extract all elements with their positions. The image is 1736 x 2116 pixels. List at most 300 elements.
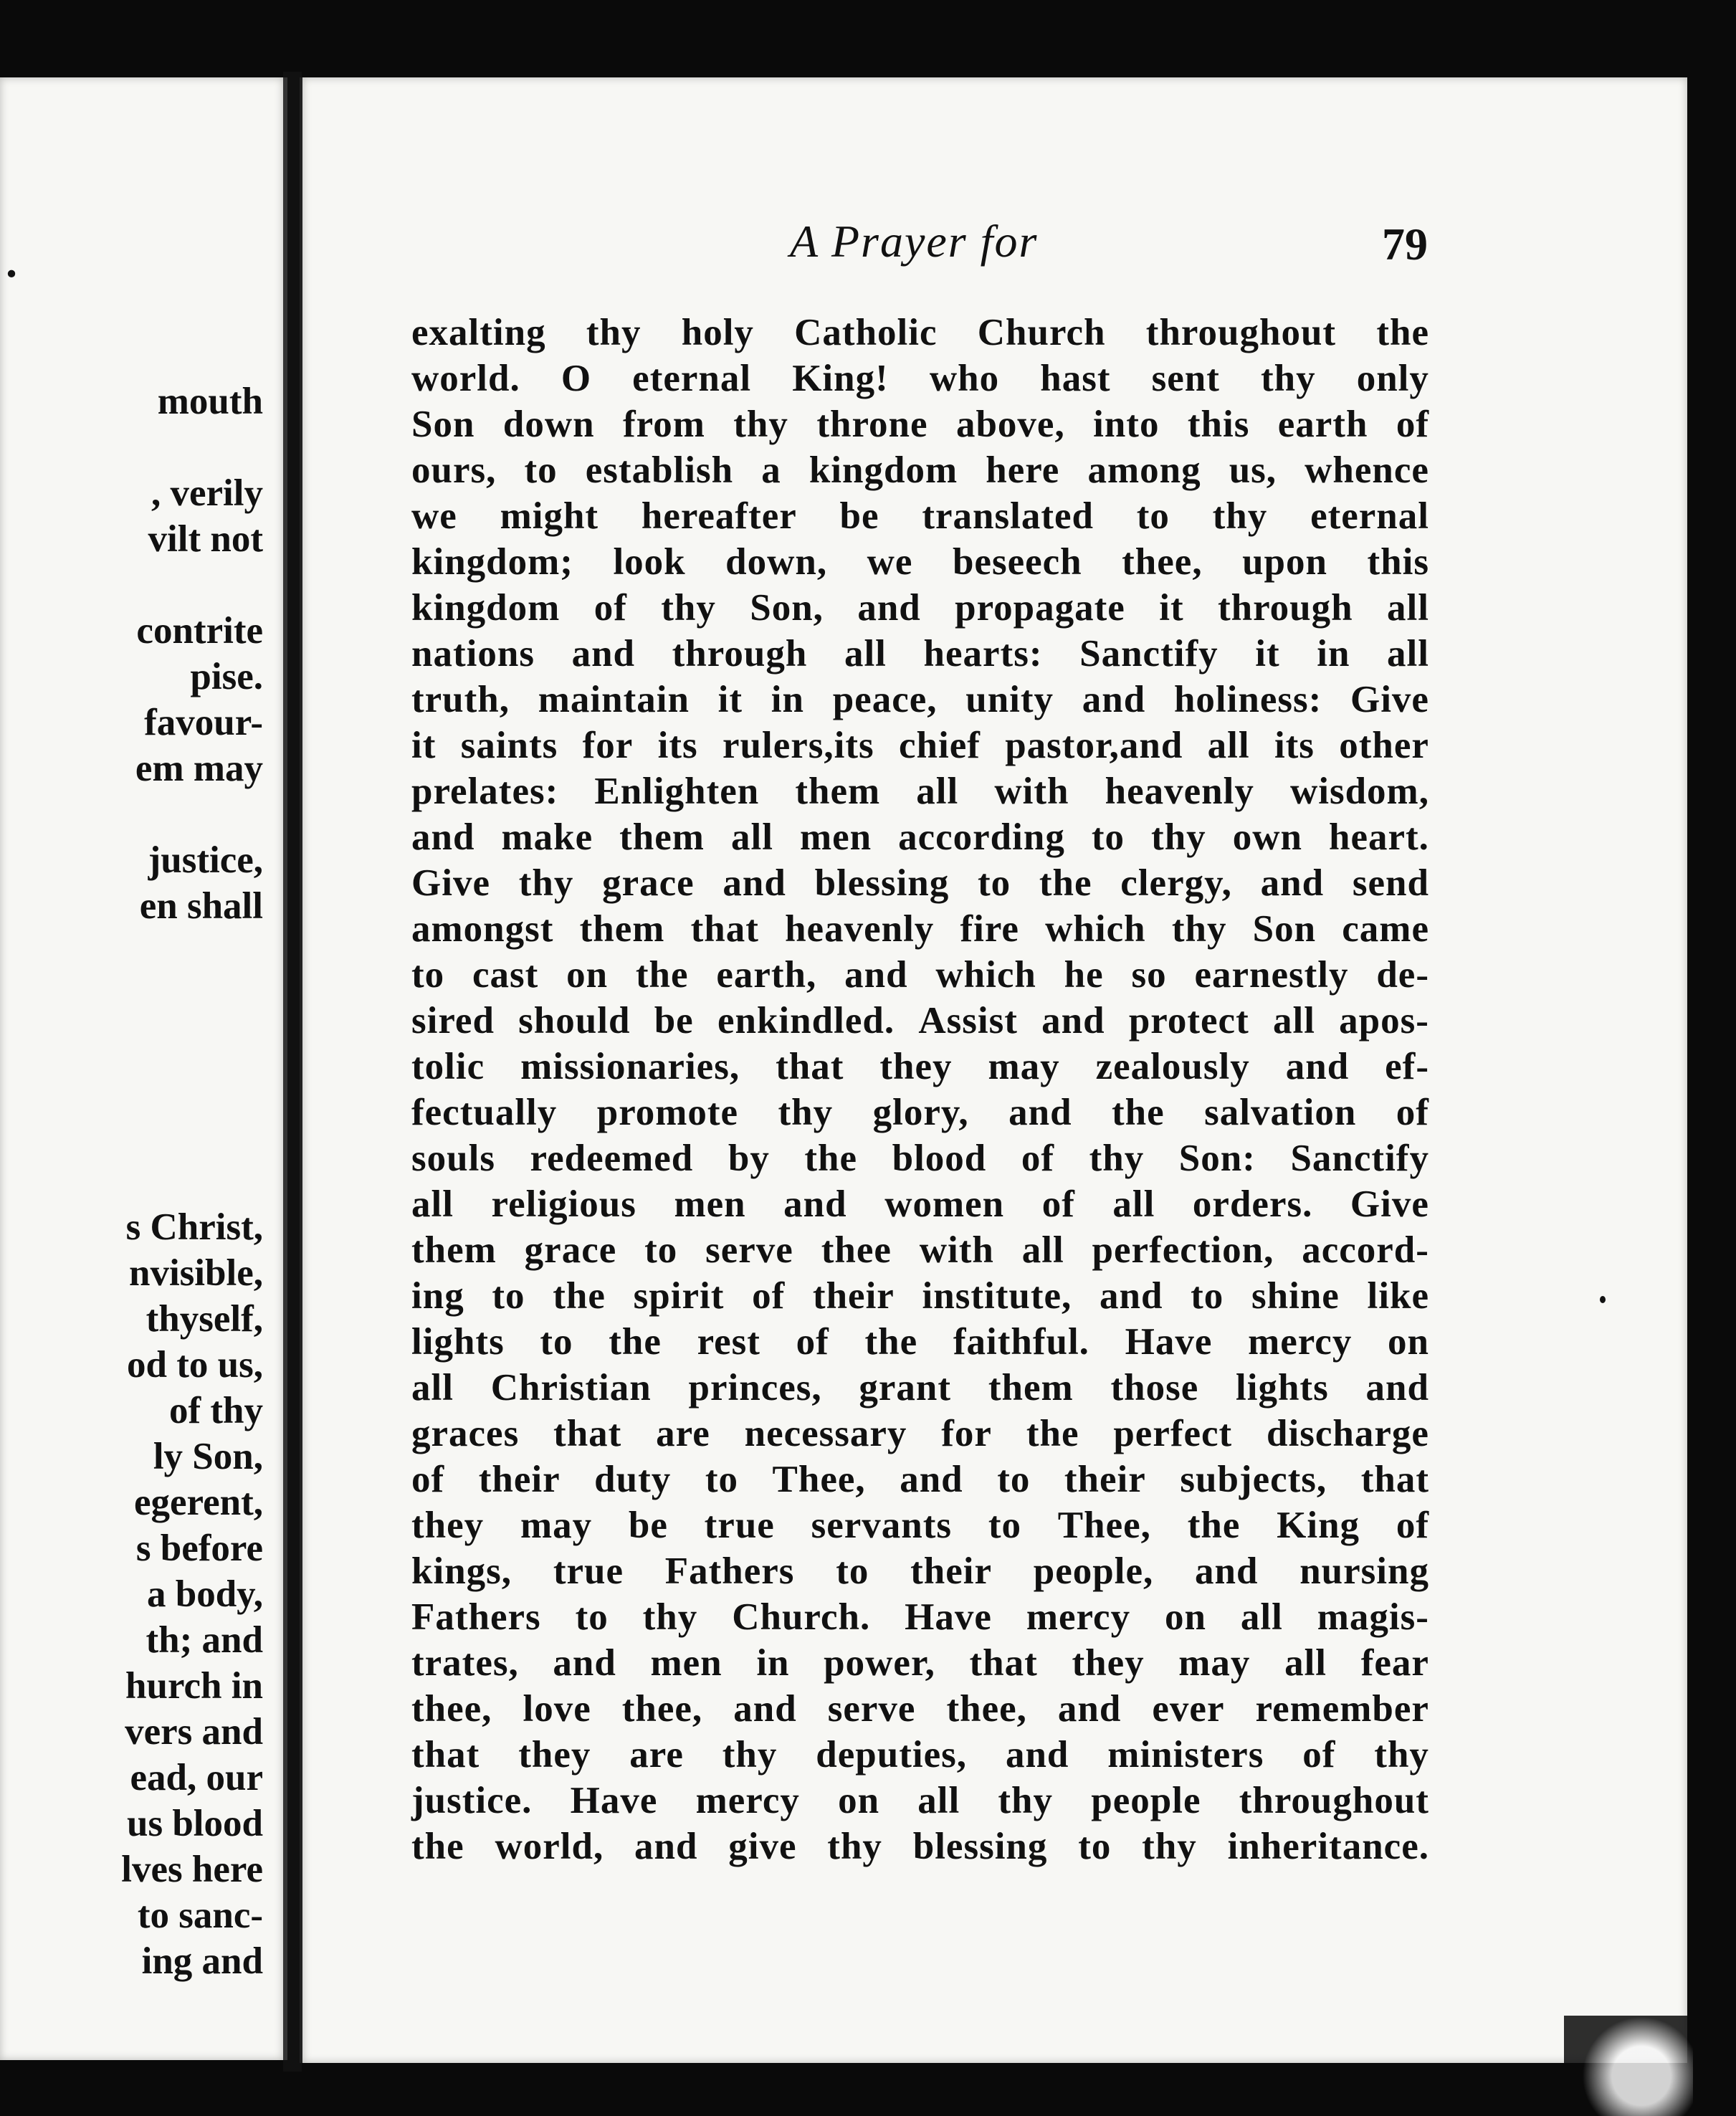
word: Thee,	[1057, 1505, 1151, 1546]
word: its	[1274, 725, 1315, 766]
left-text-line: od to us,	[127, 1344, 263, 1386]
word: above,	[955, 404, 1065, 445]
word: down	[502, 404, 595, 445]
word: the	[635, 954, 689, 996]
word: for	[582, 725, 634, 766]
text-line	[411, 539, 1429, 585]
word: all	[1240, 1596, 1283, 1638]
word: with	[994, 771, 1069, 812]
word: and	[783, 1183, 847, 1225]
word: all	[411, 1183, 454, 1225]
word: and	[634, 1826, 698, 1867]
word: fectually	[411, 1092, 558, 1133]
word: protect	[1128, 1000, 1249, 1042]
text-line	[411, 952, 1429, 998]
word: should	[518, 1000, 631, 1042]
text-line	[411, 356, 1429, 401]
word: all	[1387, 633, 1429, 675]
word: kings,	[411, 1550, 512, 1592]
left-text-line	[121, 1021, 263, 1067]
word: thy	[518, 862, 574, 904]
word: holiness:	[1173, 679, 1322, 720]
word: sired	[411, 1000, 495, 1042]
word: King!	[792, 358, 889, 399]
word: thy	[586, 312, 642, 353]
word: of	[752, 1275, 786, 1317]
text-line	[411, 1319, 1429, 1365]
word: all	[844, 633, 887, 675]
word: the	[804, 1138, 858, 1179]
running-head-title: A Prayer for	[790, 216, 1039, 267]
word: Son,	[750, 587, 824, 629]
text-line	[411, 585, 1429, 631]
text-line	[411, 310, 1429, 356]
word: accord-	[1302, 1229, 1429, 1271]
word: eternal	[1310, 495, 1429, 537]
word: men	[674, 1183, 746, 1225]
word: mercy	[1026, 1596, 1131, 1638]
word: King	[1277, 1505, 1360, 1546]
word: of	[1021, 1138, 1055, 1179]
word: Have	[570, 1780, 658, 1821]
word: we	[411, 495, 457, 537]
left-text-line	[121, 424, 263, 470]
word: that	[411, 1734, 480, 1776]
word: saints	[460, 725, 558, 766]
word: to	[575, 1596, 609, 1638]
left-text-line	[121, 791, 263, 837]
text-line	[411, 1227, 1429, 1273]
word: beseech	[952, 541, 1082, 583]
word: throughout	[1239, 1780, 1429, 1821]
word: them	[411, 1229, 497, 1271]
word: heart.	[1328, 816, 1429, 858]
word: grant	[859, 1367, 952, 1409]
word: thy	[998, 1780, 1054, 1821]
word: they	[518, 1734, 591, 1776]
word: this	[1367, 541, 1429, 583]
left-text-line: ly Son,	[153, 1436, 263, 1477]
word: Sanctify	[1290, 1138, 1429, 1179]
word: missionaries,	[520, 1046, 740, 1087]
left-page-text	[121, 378, 263, 1984]
text-line	[411, 1457, 1429, 1502]
word: salvation	[1204, 1092, 1357, 1133]
left-text-line: nvisible,	[128, 1252, 263, 1294]
word: may	[520, 1505, 593, 1546]
word: the	[1376, 312, 1429, 353]
word: it	[1255, 633, 1280, 675]
word: thy	[1171, 908, 1227, 950]
left-text-line	[121, 1067, 263, 1112]
word: on	[838, 1780, 880, 1821]
body-text	[411, 310, 1429, 1869]
word: might	[500, 495, 599, 537]
text-line	[411, 906, 1429, 952]
word: Give	[1350, 1183, 1429, 1225]
word: amongst	[411, 908, 554, 950]
word: that	[776, 1046, 844, 1087]
word: of	[1396, 404, 1429, 445]
word: men	[799, 816, 872, 858]
word: unity	[965, 679, 1054, 720]
word: people,	[1033, 1550, 1154, 1592]
left-text-line: pise.	[190, 656, 263, 697]
word: into	[1093, 404, 1160, 445]
word: de-	[1376, 954, 1429, 996]
word: Have	[905, 1596, 992, 1638]
word: Have	[1125, 1321, 1213, 1363]
left-text-line: ead, our	[130, 1757, 263, 1798]
word: inheritance.	[1227, 1826, 1429, 1867]
word: to	[705, 1459, 738, 1500]
word: of	[593, 587, 627, 629]
word: thy	[1374, 1734, 1429, 1776]
word: thy	[1260, 358, 1316, 399]
word: justice.	[411, 1780, 533, 1821]
word: blessing	[814, 862, 950, 904]
word: make	[501, 816, 593, 858]
word: all	[1021, 1229, 1064, 1271]
word: to	[997, 1459, 1031, 1500]
word: maintain	[538, 679, 690, 720]
left-text-line: to sanc-	[137, 1895, 263, 1936]
word: Assist	[918, 1000, 1018, 1042]
word: this	[1187, 404, 1250, 445]
word: propagate	[955, 587, 1125, 629]
word: ours,	[411, 449, 497, 491]
left-text-line: em may	[135, 748, 263, 789]
word: whence	[1305, 449, 1429, 491]
scan-speck	[1600, 1296, 1606, 1303]
word: be	[628, 1505, 668, 1546]
word: hearts:	[923, 633, 1043, 675]
word: thy	[827, 1826, 882, 1867]
word: trates,	[411, 1642, 519, 1684]
word: the	[1112, 1092, 1165, 1133]
word: translated	[922, 495, 1094, 537]
word: ever	[1152, 1688, 1225, 1730]
word: true	[553, 1550, 624, 1592]
word: remember	[1255, 1688, 1429, 1730]
word: faithful.	[953, 1321, 1089, 1363]
word: blessing	[912, 1826, 1048, 1867]
word: and	[1041, 1000, 1105, 1042]
scan-edge-artifact	[1564, 2016, 1693, 2116]
word: tolic	[411, 1046, 485, 1087]
word: and	[1005, 1734, 1069, 1776]
word: pastor,and	[1005, 725, 1183, 766]
text-line	[411, 1135, 1429, 1181]
word: thy	[778, 1092, 834, 1133]
word: nations	[411, 633, 535, 675]
word: serve	[827, 1688, 916, 1730]
word: Sanctify	[1079, 633, 1218, 675]
word: thee,	[411, 1688, 492, 1730]
left-page	[0, 77, 287, 2060]
word: down,	[725, 541, 828, 583]
word: the	[1026, 1413, 1079, 1454]
word: it	[411, 725, 437, 766]
word: be	[654, 1000, 694, 1042]
text-line	[411, 1824, 1429, 1869]
word: a	[761, 449, 781, 491]
word: them	[619, 816, 705, 858]
word: to	[492, 1275, 525, 1317]
word: be	[839, 495, 879, 537]
text-line	[411, 768, 1429, 814]
word: who	[929, 358, 1000, 399]
left-page-mark: .	[6, 236, 17, 287]
word: of	[1396, 1505, 1429, 1546]
word: according	[898, 816, 1065, 858]
word: us,	[1229, 449, 1277, 491]
word: to	[540, 1321, 573, 1363]
word: mercy	[1248, 1321, 1353, 1363]
word: lights	[411, 1321, 505, 1363]
word: that	[1360, 1459, 1429, 1500]
word: to	[978, 862, 1011, 904]
word: and	[1057, 1688, 1122, 1730]
word: them	[988, 1367, 1074, 1409]
word: thy	[1142, 1826, 1197, 1867]
word: and	[1194, 1550, 1259, 1592]
left-text-line: egerent,	[133, 1482, 263, 1523]
word: discharge	[1267, 1413, 1429, 1454]
word: kingdom	[809, 449, 958, 491]
word: to	[644, 1229, 678, 1271]
word: and	[1260, 862, 1325, 904]
word: from	[623, 404, 705, 445]
word: kingdom;	[411, 541, 573, 583]
word: may	[1178, 1642, 1251, 1684]
word: lights	[1236, 1367, 1329, 1409]
word: other	[1339, 725, 1429, 766]
text-line	[411, 1044, 1429, 1090]
word: graces	[411, 1413, 520, 1454]
word: all	[1272, 1000, 1315, 1042]
word: Son:	[1178, 1138, 1256, 1179]
text-line	[411, 723, 1429, 768]
word: all	[411, 1367, 454, 1409]
word: to	[1136, 495, 1170, 537]
word: they	[411, 1505, 485, 1546]
word: promote	[596, 1092, 739, 1133]
word: and	[900, 1459, 963, 1500]
word: on	[1164, 1596, 1206, 1638]
left-text-line: justice,	[148, 839, 263, 881]
word: thy	[642, 1596, 698, 1638]
word: and	[1008, 1092, 1072, 1133]
word: their	[1064, 1459, 1146, 1500]
word: O	[561, 358, 592, 399]
text-line	[411, 631, 1429, 677]
word: fire	[960, 908, 1019, 950]
word: them	[579, 908, 665, 950]
word: hast	[1040, 358, 1111, 399]
word: and	[571, 633, 636, 675]
word: which	[1045, 908, 1146, 950]
word: grace	[602, 862, 695, 904]
word: through	[672, 633, 808, 675]
word: eternal	[632, 358, 752, 399]
word: and	[553, 1642, 616, 1684]
word: of	[796, 1321, 829, 1363]
word: are	[629, 1734, 684, 1776]
word: princes,	[688, 1367, 822, 1409]
word: and	[857, 587, 921, 629]
word: enkindled.	[717, 1000, 895, 1042]
word: Fathers	[664, 1550, 795, 1592]
word: are	[656, 1413, 710, 1454]
word: they	[879, 1046, 953, 1087]
left-text-line: en shall	[139, 885, 263, 927]
word: Give	[1350, 679, 1429, 720]
word: peace,	[832, 679, 938, 720]
word: Thee,	[772, 1459, 866, 1500]
word: serve	[705, 1229, 793, 1271]
word: thee	[821, 1229, 892, 1271]
word: the	[864, 1321, 918, 1363]
word: thee,	[946, 1688, 1027, 1730]
word: to	[1091, 816, 1125, 858]
left-text-line: hurch in	[125, 1665, 263, 1707]
text-line	[411, 1365, 1429, 1411]
word: kingdom	[411, 587, 561, 629]
word: ef-	[1385, 1046, 1429, 1087]
word: duty	[594, 1459, 672, 1500]
word: came	[1342, 908, 1429, 950]
word: thy	[1089, 1138, 1145, 1179]
word: orders.	[1192, 1183, 1313, 1225]
text-line	[411, 1778, 1429, 1824]
word: upon	[1242, 541, 1328, 583]
text-line	[411, 1548, 1429, 1594]
left-text-line: a body,	[146, 1573, 263, 1615]
word: all	[916, 771, 959, 812]
left-text-line: , verily	[151, 472, 263, 514]
word: in	[771, 679, 804, 720]
word: chief	[898, 725, 981, 766]
word: Son	[1252, 908, 1317, 950]
word: wisdom,	[1289, 771, 1429, 812]
word: the	[411, 1826, 464, 1867]
word: here	[986, 449, 1060, 491]
word: magis-	[1317, 1596, 1429, 1638]
word: redeemed	[530, 1138, 694, 1179]
word: fear	[1360, 1642, 1429, 1684]
word: souls	[411, 1138, 495, 1179]
word: subjects,	[1180, 1459, 1327, 1500]
word: shine	[1251, 1275, 1340, 1317]
word: thee,	[621, 1688, 703, 1730]
word: Give	[411, 862, 490, 904]
word: thy	[661, 587, 716, 629]
word: grace	[524, 1229, 617, 1271]
word: servants	[811, 1505, 953, 1546]
word: holy	[681, 312, 754, 353]
word: like	[1367, 1275, 1429, 1317]
word: we	[867, 541, 913, 583]
word: people	[1091, 1780, 1201, 1821]
word: their	[910, 1550, 992, 1592]
word: it	[717, 679, 743, 720]
word: blood	[892, 1138, 987, 1179]
word: all	[1112, 1183, 1155, 1225]
word: necessary	[744, 1413, 907, 1454]
word: and	[1365, 1367, 1429, 1409]
word: cast	[472, 954, 539, 996]
word: thy	[722, 1734, 778, 1776]
word: prelates:	[411, 771, 559, 812]
word: among	[1087, 449, 1201, 491]
word: rulers,its	[722, 725, 874, 766]
word: for	[941, 1413, 992, 1454]
word: on	[566, 954, 609, 996]
word: Son	[411, 404, 475, 445]
word: Christian	[490, 1367, 652, 1409]
word: it	[1159, 587, 1184, 629]
left-text-line	[121, 929, 263, 975]
text-line	[411, 1640, 1429, 1686]
word: with	[919, 1229, 994, 1271]
word: to	[1191, 1275, 1224, 1317]
word: through	[1217, 587, 1353, 629]
word: so	[1131, 954, 1167, 996]
word: by	[728, 1138, 770, 1179]
word: world,	[495, 1826, 604, 1867]
word: all	[917, 1780, 960, 1821]
word: their	[478, 1459, 561, 1500]
word: establish	[585, 449, 734, 491]
text-line	[411, 447, 1429, 493]
word: Enlighten	[594, 771, 760, 812]
word: ministers	[1107, 1734, 1264, 1776]
word: thy	[733, 404, 788, 445]
text-line	[411, 860, 1429, 906]
left-text-line: thyself,	[146, 1298, 263, 1340]
word: they	[1072, 1642, 1145, 1684]
word: that	[969, 1642, 1038, 1684]
word: all	[1387, 587, 1429, 629]
word: that	[690, 908, 759, 950]
left-text-line	[121, 1158, 263, 1204]
word: and	[411, 816, 475, 858]
word: Fathers	[411, 1596, 541, 1638]
word: to	[836, 1550, 869, 1592]
word: the	[1187, 1505, 1241, 1546]
word: only	[1356, 358, 1429, 399]
word: rest	[697, 1321, 760, 1363]
word: and	[1285, 1046, 1350, 1087]
word: mercy	[695, 1780, 800, 1821]
word: them	[795, 771, 881, 812]
word: throne	[816, 404, 928, 445]
word: sent	[1151, 358, 1220, 399]
word: power,	[824, 1642, 935, 1684]
left-text-line: th; and	[146, 1619, 263, 1661]
text-line	[411, 1502, 1429, 1548]
word: exalting	[411, 312, 546, 353]
word: religious	[491, 1183, 636, 1225]
word: those	[1110, 1367, 1199, 1409]
word: Church.	[732, 1596, 871, 1638]
left-text-line: ing and	[141, 1940, 263, 1982]
word: to	[1078, 1826, 1112, 1867]
text-line	[411, 1181, 1429, 1227]
word: which	[935, 954, 1036, 996]
word: thy	[1151, 816, 1206, 858]
